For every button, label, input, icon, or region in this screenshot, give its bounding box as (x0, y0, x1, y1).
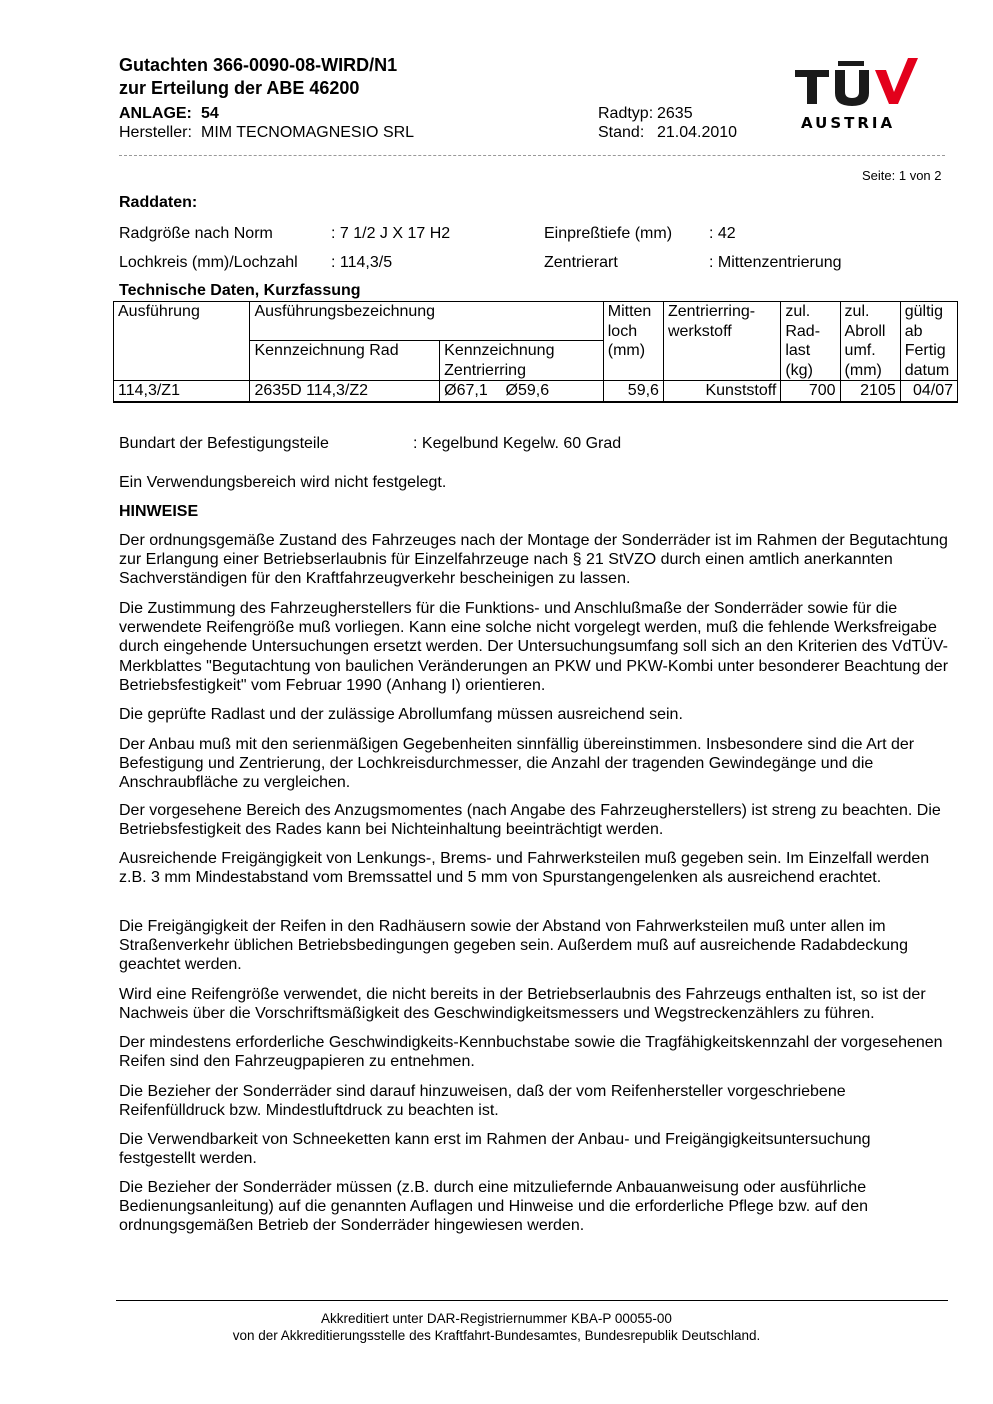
th-werkstoff: Zentrierring-werkstoff (663, 302, 780, 381)
th-ausfuehrung: Ausführung (114, 302, 250, 381)
cell-abrollumf: 2105 (840, 381, 900, 402)
bundart-label: Bundart der Befestigungsteile (119, 435, 329, 452)
stand-label: Stand: (598, 124, 645, 141)
zentrierart-value: : Mittenzentrierung (709, 254, 842, 271)
hinweis-paragraph: Die Bezieher der Sonderräder müssen (z.B. durch eine mitzuliefernde Anbauanweisung oder ausführliche Bedienungsanleitung) auf die genannten Auflagen und Hinweise und die erforderliche Pflege bzw. auf den ordnungsgemäßen Betrieb der Sonderräder hingewiesen werden. (119, 1179, 868, 1235)
page-number: Seite: 1 von 2 (862, 168, 942, 183)
raddaten-heading: Raddaten: (119, 194, 198, 211)
footer-line2: von der Akkreditierungsstelle des Kraftfahrt-Bundesamtes, Bundesrepublik Deutschland. (232, 1328, 761, 1343)
cell-gueltig: 04/07 (900, 381, 957, 402)
th-bezeichnung: Ausführungsbezeichnung (250, 302, 603, 341)
radgroesse-value: : 7 1/2 J X 17 H2 (331, 225, 451, 242)
hinweis-paragraph: Der vorgesehene Bereich des Anzugsmomentes (nach Angabe des Fahrzeugherstellers) ist streng zu beachten. Die Betriebsfestigkeit des Rades kann bei Nichteinhaltung beeinträchtigt werden. (119, 802, 941, 839)
th-kennz-rad: Kennzeichnung Rad (250, 341, 440, 381)
cell-mittenloch: 59,6 (603, 381, 663, 402)
document-title-line2: zur Erteilung der ABE 46200 (119, 78, 360, 98)
header-divider (119, 155, 945, 156)
th-gueltig: gültig ab Fertig datum (900, 302, 957, 381)
th-radlast: zul. Rad-last (kg) (781, 302, 840, 381)
footer-divider (116, 1300, 948, 1301)
hinweise-heading: HINWEISE (119, 503, 199, 520)
hinweis-paragraph: Ausreichende Freigängigkeit von Lenkungs-, Brems- und Fahrwerksteilen muß gegeben sein. Im Einzelfall werden z.B. 3 mm Mindestabstand vom Bremssattel und 5 mm von Spurstangengelenken als ausreichend erachtet. (119, 850, 930, 887)
document-title-line1: Gutachten 366-0090-08-WIRD/N1 (119, 55, 398, 75)
hinweis-paragraph: Der Anbau muß mit den serienmäßigen Gegebenheiten sinnfällig übereinstimmen. Insbesondere sind die Art der Befestigung und Zentrierung, der Lochkreisdurchmesser, die Anzahl der tragenden Gewindegänge und die Anschraubfläche zu vergleichen. (119, 736, 915, 792)
logo-subtitle: AUSTRIA (801, 114, 896, 132)
hinweis-paragraph: Wird eine Reifengröße verwendet, die nicht bereits in der Betriebserlaubnis des Fahrzeugs enthalten ist, so ist der Nachweis über die Vorschriftsmäßigkeit des Geschwindigkeitsmessers und Wegstreckenzählers zu führen. (119, 986, 926, 1023)
cell-radlast: 700 (781, 381, 840, 402)
hinweis-paragraph: Die Bezieher der Sonderräder sind darauf hinzuweisen, daß der vom Reifenhersteller vorgeschriebene Reifenfülldruck bzw. Mindestluftdruck zu beachten ist. (119, 1083, 846, 1120)
th-kennz-ring: Kennzeichnung Zentrierring (440, 341, 604, 381)
einpresstiefe-label: Einpreßtiefe (mm) (544, 225, 673, 242)
tuev-austria-logo (793, 56, 923, 134)
einpresstiefe-value: : 42 (709, 225, 736, 242)
th-mittenloch: Mitten loch (mm) (603, 302, 663, 381)
hinweis-paragraph: Der ordnungsgemäße Zustand des Fahrzeuges nach der Montage der Sonderräder ist im Rahmen der Begutachtung zur Erlangung einer Betriebserlaubnis für Einzelfahrzeuge nach § 21 StVZO durch einen amtlich anerkannten Sachverständigen für den Kraftfahrzeugverkehr bescheinigen zu lassen. (119, 532, 948, 588)
th-abrollumf: zul. Abroll umf. (mm) (840, 302, 900, 381)
technical-data-table (113, 301, 958, 403)
cell-werkstoff: Kunststoff (663, 381, 780, 402)
cell-ausfuehrung: 114,3/Z1 (114, 381, 250, 402)
lochkreis-label: Lochkreis (mm)/Lochzahl (119, 254, 298, 271)
footer-line1: Akkreditiert unter DAR-Registriernummer KBA-P 00055-00 (321, 1311, 672, 1326)
cell-kennz-ring: Ø67,1 Ø59,6 (440, 381, 604, 402)
radtyp-value: 2635 (657, 105, 693, 122)
lochkreis-value: : 114,3/5 (331, 254, 393, 271)
bundart-value: : Kegelbund Kegelw. 60 Grad (413, 435, 622, 452)
hinweis-paragraph: Die Zustimmung des Fahrzeugherstellers für die Funktions- und Anschlußmaße der Sonderräder sowie für die verwendete Reifengröße muß vorliegen. Kann eine solche nicht vorgelegt werden, muß die fehlende Werksfreigabe durch eingehende Untersuchungen ersetzt werden. Der Untersuchungsumfang soll sich an den Kriterien des VdTÜV-Merkblattes "Begutachtung von baulichen Veränderungen an PKW und PKW-Kombi unter besonderer Beachtung der Betriebsfestigkeit" vom Februar 1990 (Anhang I) orientieren. (119, 600, 949, 694)
hersteller-value: MIM TECNOMAGNESIO SRL (201, 124, 415, 141)
hersteller-label: Hersteller: (119, 124, 192, 141)
cell-kennz-rad: 2635D 114,3/Z2 (250, 381, 440, 402)
verwendung-text: Ein Verwendungsbereich wird nicht festgelegt. (119, 474, 447, 491)
hinweis-paragraph: Der mindestens erforderliche Geschwindigkeits-Kennbuchstabe sowie die Tragfähigkeitskennzahl der vorgesehenen Reifen sind den Fahrzeugpapieren zu entnehmen. (119, 1034, 943, 1071)
hinweis-paragraph: Die geprüfte Radlast und der zulässige Abrollumfang müssen ausreichend sein. (119, 706, 683, 723)
anlage-value: 54 (201, 105, 219, 122)
radtyp-label: Radtyp: (598, 105, 654, 122)
anlage-label: ANLAGE: (119, 105, 192, 122)
table-row (114, 381, 958, 402)
hinweis-paragraph: Die Verwendbarkeit von Schneeketten kann erst im Rahmen der Anbau- und Freigängigkeitsuntersuchung festgestellt werden. (119, 1131, 871, 1168)
stand-value: 21.04.2010 (657, 124, 738, 141)
hinweis-paragraph: Die Freigängigkeit der Reifen in den Radhäusern sowie der Abstand von Fahrwerksteilen muß unter allen im Straßenverkehr üblichen Betriebsbedingungen gegeben sein. Außerdem muß auf ausreichende Radabdeckung geachtet werden. (119, 918, 908, 974)
tech-heading: Technische Daten, Kurzfassung (119, 282, 361, 299)
zentrierart-label: Zentrierart (544, 254, 618, 271)
radgroesse-label: Radgröße nach Norm (119, 225, 273, 242)
